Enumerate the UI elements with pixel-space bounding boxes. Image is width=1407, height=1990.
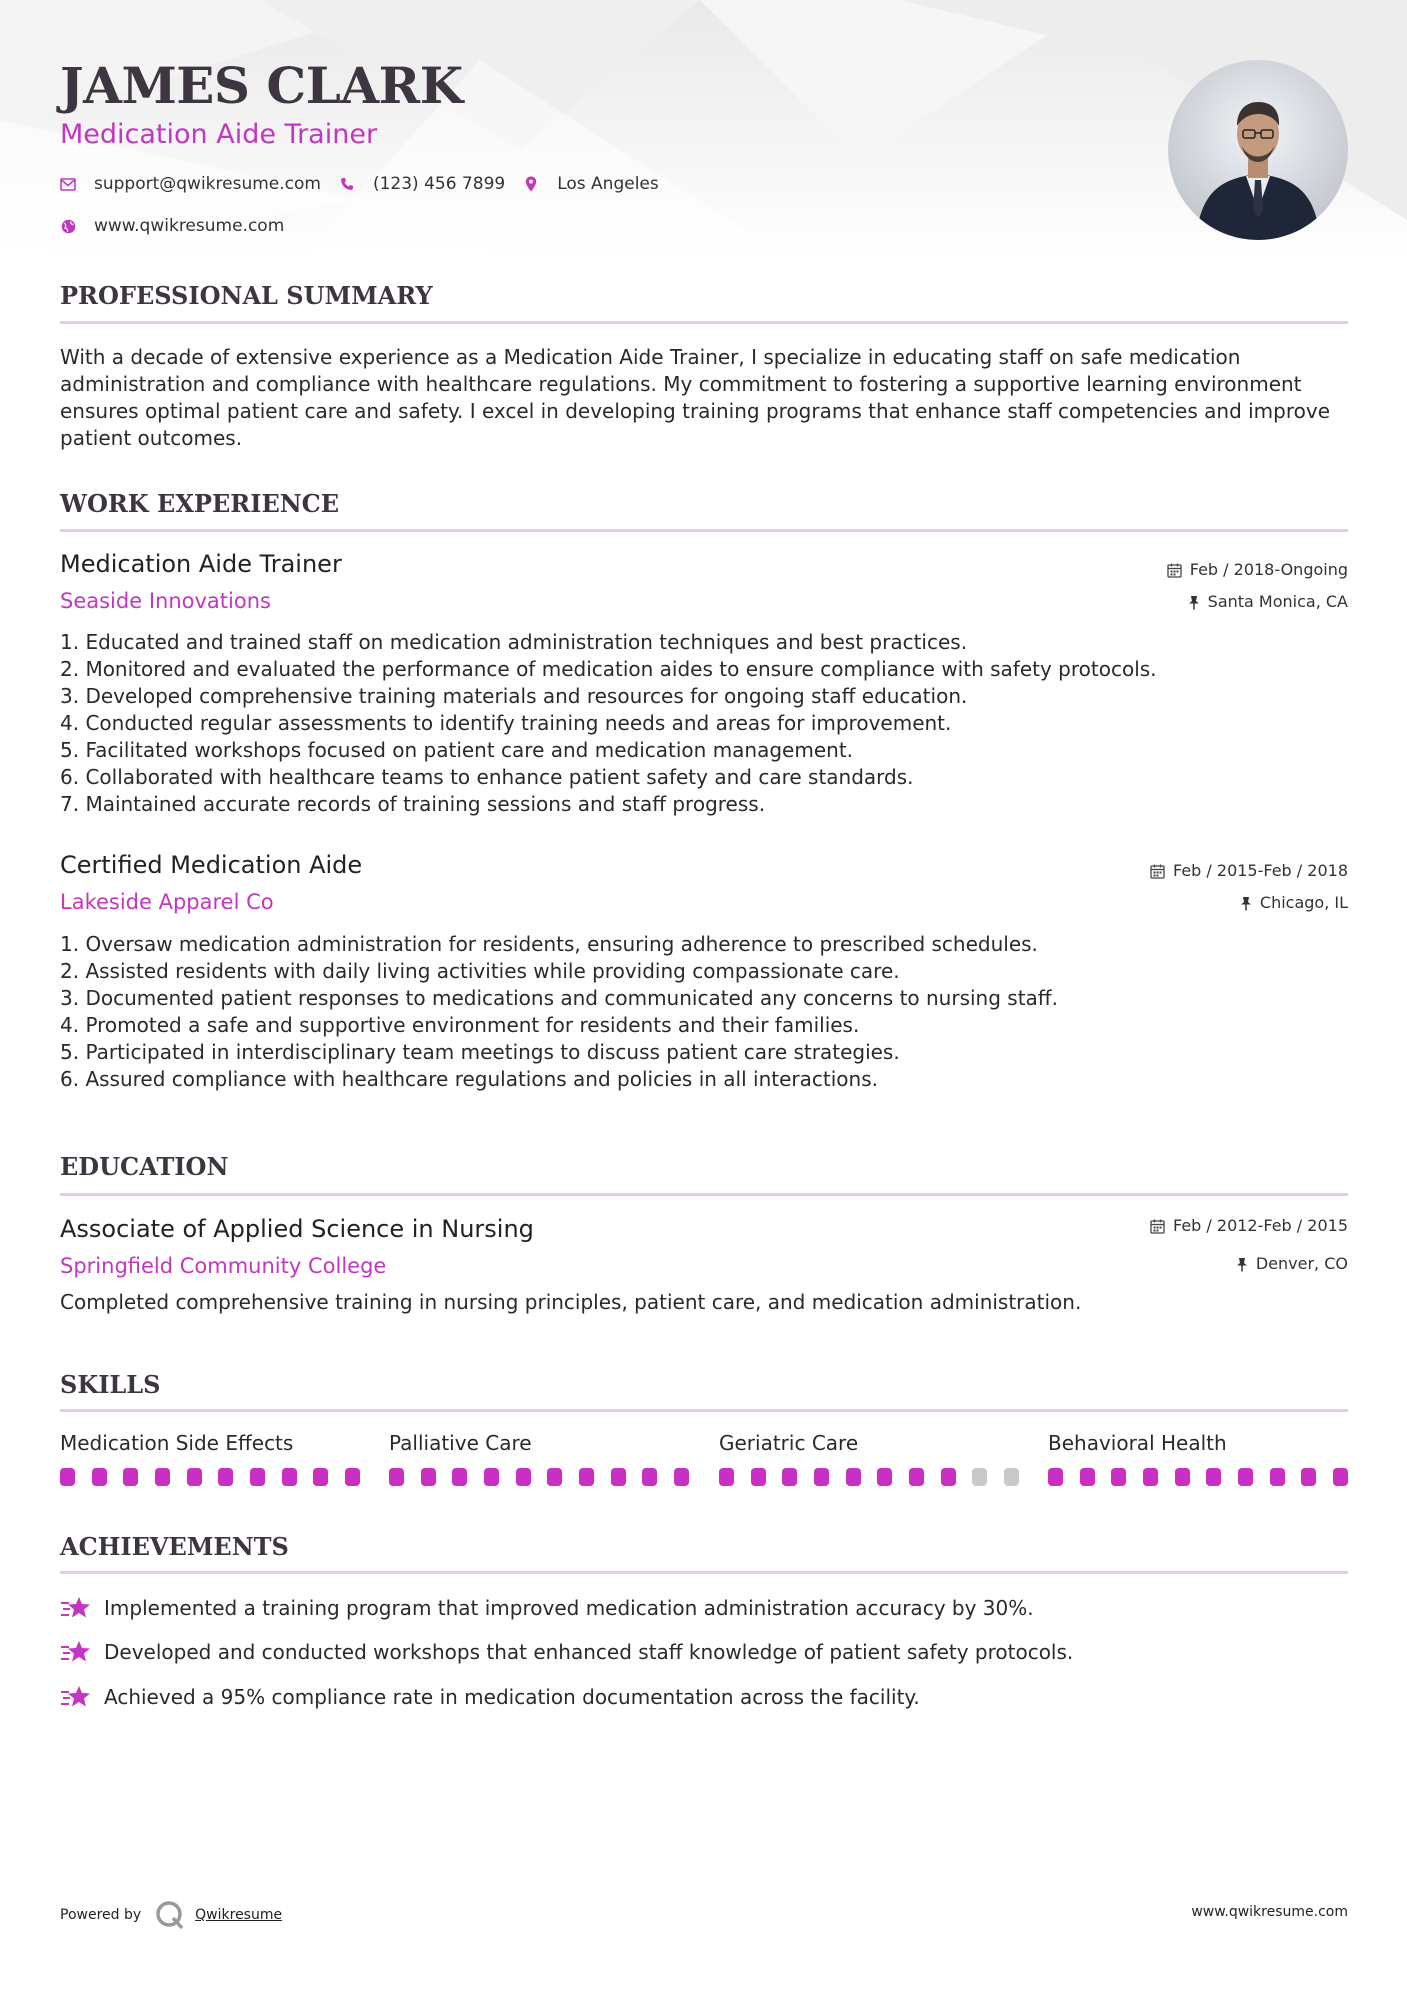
rating-dot-filled [814, 1468, 829, 1486]
rating-dot-filled [1175, 1468, 1190, 1486]
company-name: Lakeside Apparel Co [60, 890, 274, 914]
star-icon [60, 1594, 92, 1622]
calendar-icon [1150, 1219, 1165, 1234]
skill-rating [389, 1468, 689, 1486]
rating-dot-filled [1206, 1468, 1221, 1486]
contact-row [60, 173, 677, 195]
list-item: 6. Collaborated with healthcare teams to enhance patient safety and care standards. [60, 765, 914, 789]
list-item: 7. Maintained accurate records of training sessions and staff progress. [60, 792, 766, 816]
section-divider [60, 321, 1348, 324]
job-responsibilities [60, 629, 1348, 818]
achievements-heading: ACHIEVEMENTS [60, 1532, 289, 1561]
rating-dot-filled [1238, 1468, 1253, 1486]
skill-rating [1048, 1468, 1348, 1486]
rating-dot-filled [846, 1468, 861, 1486]
education-dates [1150, 1215, 1348, 1237]
rating-dot-filled [1333, 1468, 1348, 1486]
skill-name: Behavioral Health [1048, 1431, 1227, 1455]
job-location [1240, 892, 1348, 914]
rating-dot-filled [60, 1468, 75, 1486]
phone-number: (123) 456 7899 [372, 174, 506, 194]
rating-dot-filled [218, 1468, 233, 1486]
website-row [60, 215, 302, 237]
rating-dot-filled [345, 1468, 360, 1486]
rating-dot-filled [877, 1468, 892, 1486]
job-dates-text: Feb / 2015-Feb / 2018 [1173, 861, 1348, 880]
phone-icon [339, 176, 355, 192]
list-item: 2. Assisted residents with daily living activities while providing compassionate care. [60, 959, 900, 983]
list-item: 4. Promoted a safe and supportive environment for residents and their families. [60, 1013, 860, 1037]
company-name: Seaside Innovations [60, 589, 271, 613]
achievement-text: Achieved a 95% compliance rate in medication documentation across the facility. [104, 1684, 920, 1709]
education-description: Completed comprehensive training in nursing principles, patient care, and medication administration. [60, 1290, 1082, 1314]
footer-website-link[interactable]: www.qwikresume.com [1191, 1904, 1348, 1920]
job-location-text: Santa Monica, CA [1207, 592, 1348, 611]
calendar-icon [1167, 563, 1182, 578]
candidate-name: JAMES CLARK [60, 56, 463, 115]
list-item: 1. Oversaw medication administration for residents, ensuring adherence to prescribed schedules. [60, 932, 1038, 956]
rating-dot-empty [1004, 1468, 1019, 1486]
skill-item [389, 1430, 689, 1456]
profile-photo [1168, 60, 1348, 240]
rating-dot-filled [484, 1468, 499, 1486]
rating-dot-filled [1111, 1468, 1126, 1486]
section-divider [60, 529, 1348, 532]
job-dates [1150, 860, 1348, 882]
resume-page [60, 0, 1348, 1990]
skill-name: Palliative Care [389, 1431, 532, 1455]
job-location-text: Chicago, IL [1259, 893, 1348, 912]
list-item: 5. Participated in interdisciplinary team meetings to discuss patient care strategies. [60, 1040, 900, 1064]
section-divider [60, 1409, 1348, 1412]
candidate-title: Medication Aide Trainer [60, 119, 378, 150]
rating-dot-filled [123, 1468, 138, 1486]
email-link[interactable]: support@qwikresume.com [94, 174, 321, 194]
rating-dot-filled [421, 1468, 436, 1486]
list-item: 1. Educated and trained staff on medication administration techniques and best practices. [60, 630, 968, 654]
rating-dot-filled [1048, 1468, 1063, 1486]
rating-dot-filled [1143, 1468, 1158, 1486]
rating-dot-filled [642, 1468, 657, 1486]
skill-rating [719, 1468, 1019, 1486]
job-responsibilities [60, 931, 1348, 1093]
degree-title: Associate of Applied Science in Nursing [60, 1215, 534, 1243]
rating-dot-filled [452, 1468, 467, 1486]
list-item: 6. Assured compliance with healthcare regulations and policies in all interactions. [60, 1067, 878, 1091]
job-dates [1167, 559, 1348, 581]
pushpin-icon [1240, 896, 1252, 911]
qwikresume-logo-icon [155, 1900, 185, 1930]
pushpin-icon [1188, 595, 1200, 610]
rating-dot-filled [782, 1468, 797, 1486]
rating-dot-filled [1270, 1468, 1285, 1486]
skill-rating [60, 1468, 360, 1486]
achievement-item [60, 1594, 1034, 1622]
summary-heading: PROFESSIONAL SUMMARY [60, 281, 433, 310]
education-heading: EDUCATION [60, 1152, 229, 1181]
rating-dot-filled [389, 1468, 404, 1486]
rating-dot-empty [972, 1468, 987, 1486]
rating-dot-filled [547, 1468, 562, 1486]
location-text: Los Angeles [557, 174, 659, 194]
brand-link[interactable]: Qwikresume [195, 1907, 283, 1923]
star-icon [60, 1683, 92, 1711]
education-location [1236, 1253, 1348, 1275]
list-item: 2. Monitored and evaluated the performance of medication aides to ensure compliance with safety protocols. [60, 657, 1157, 681]
rating-dot-filled [92, 1468, 107, 1486]
rating-dot-filled [579, 1468, 594, 1486]
powered-by-label: Powered by [60, 1907, 142, 1923]
rating-dot-filled [611, 1468, 626, 1486]
envelope-icon [60, 176, 76, 192]
list-item: 4. Conducted regular assessments to identify training needs and areas for improvement. [60, 711, 952, 735]
achievement-text: Implemented a training program that improved medication administration accuracy by 30%. [104, 1595, 1034, 1620]
rating-dot-filled [155, 1468, 170, 1486]
rating-dot-filled [187, 1468, 202, 1486]
job-location [1188, 591, 1348, 613]
achievement-item [60, 1638, 1073, 1666]
list-item: 3. Developed comprehensive training materials and resources for ongoing staff education. [60, 684, 968, 708]
achievement-item [60, 1683, 920, 1711]
globe-icon [60, 218, 76, 234]
skills-heading: SKILLS [60, 1370, 161, 1399]
list-item: 5. Facilitated workshops focused on patient care and medication management. [60, 738, 854, 762]
website-link[interactable]: www.qwikresume.com [94, 216, 285, 236]
section-divider [60, 1193, 1348, 1196]
rating-dot-filled [941, 1468, 956, 1486]
school-name: Springfield Community College [60, 1254, 387, 1278]
skill-name: Geriatric Care [719, 1431, 859, 1455]
job-title: Medication Aide Trainer [60, 550, 342, 578]
rating-dot-filled [1301, 1468, 1316, 1486]
rating-dot-filled [1080, 1468, 1095, 1486]
star-icon [60, 1638, 92, 1666]
job-dates-text: Feb / 2018-Ongoing [1189, 560, 1348, 579]
rating-dot-filled [313, 1468, 328, 1486]
education-dates-text: Feb / 2012-Feb / 2015 [1173, 1216, 1348, 1235]
job-title: Certified Medication Aide [60, 851, 363, 879]
skill-item [1048, 1430, 1348, 1456]
summary-text: With a decade of extensive experience as a Medication Aide Trainer, I specialize in educating staff on safe medication administration and compliance with healthcare regulations. My commitment to fostering a supportive learning environment ensures optimal patient care and safety. I excel in developing training programs that enhance staff competencies and improve patient outcomes. [60, 345, 1331, 450]
rating-dot-filled [282, 1468, 297, 1486]
skill-item [719, 1430, 1019, 1456]
experience-heading: WORK EXPERIENCE [60, 489, 340, 518]
rating-dot-filled [719, 1468, 734, 1486]
section-divider [60, 1571, 1348, 1574]
skill-name: Medication Side Effects [60, 1431, 294, 1455]
rating-dot-filled [909, 1468, 924, 1486]
education-location-text: Denver, CO [1255, 1254, 1348, 1273]
calendar-icon [1150, 864, 1165, 879]
pushpin-icon [1236, 1257, 1248, 1272]
rating-dot-filled [674, 1468, 689, 1486]
footer-powered-by [60, 1900, 282, 1930]
list-item: 3. Documented patient responses to medications and communicated any concerns to nursing staff. [60, 986, 1058, 1010]
achievement-text: Developed and conducted workshops that enhanced staff knowledge of patient safety protocols. [104, 1639, 1074, 1664]
skill-item [60, 1430, 360, 1456]
rating-dot-filled [516, 1468, 531, 1486]
map-pin-icon [523, 176, 539, 192]
rating-dot-filled [250, 1468, 265, 1486]
rating-dot-filled [751, 1468, 766, 1486]
